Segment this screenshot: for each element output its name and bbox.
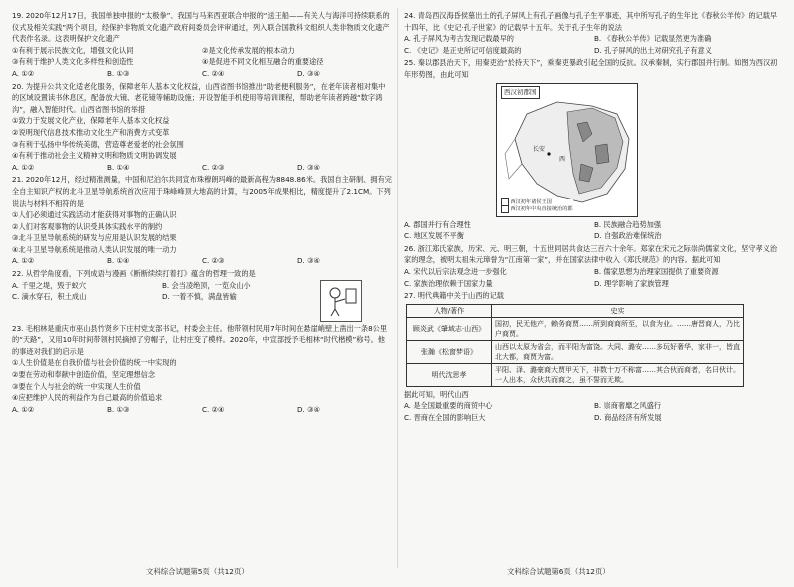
choice-a: A. 郡国并行有合理性: [404, 219, 471, 229]
choice-a: A. 宋代以后宗法观念进一步强化: [404, 266, 507, 276]
table-row: [407, 363, 744, 386]
statement: ③北斗卫星导航系统的研发与应用是认识发展的结果: [12, 233, 177, 243]
map-label-changan: 长安: [533, 145, 546, 153]
statement: ①人生价值是在自我价值与社会价值的统一中实现的: [12, 358, 177, 368]
choice-d: D. ③④: [297, 162, 320, 172]
question-23: [12, 323, 392, 416]
statement: ③要在个人与社会的统一中实现人生价值: [12, 381, 141, 391]
choice-list: [12, 255, 392, 267]
choice-a: A. ①②: [12, 404, 35, 414]
question-prompt: 据此可知，明代山西: [404, 389, 469, 399]
choice-a: A. 千里之堤，毁于蚁穴: [12, 280, 87, 290]
choice-b: B. 《春秋公羊传》记载显然更为准确: [594, 34, 712, 44]
statement: ④应把维护人民的利益作为自己最高的价值追求: [12, 393, 163, 403]
statement: ②是文化传承发展的根本动力: [202, 45, 295, 55]
question-22: [12, 268, 392, 322]
legend-item-commanderies: [501, 206, 573, 213]
choice-list: [12, 280, 312, 303]
choice-a: A. ①②: [12, 162, 35, 172]
choice-c: C. 家族治理依赖于国家力量: [404, 278, 493, 288]
choice-grid: [12, 280, 312, 303]
choice-list: [404, 400, 784, 423]
table-row: [407, 317, 744, 340]
statement: ③有利于弘扬中华传统美德，营造尊老爱老的社会氛围: [12, 139, 184, 149]
map-drawing: [497, 84, 637, 216]
legend-label: 西汉初年诸侯王国: [510, 198, 552, 205]
cartoon-drawing: [321, 281, 361, 321]
choice-d: D. ③④: [297, 68, 320, 78]
question-22-body: [12, 280, 392, 322]
question-21: [12, 174, 392, 267]
choice-a: A. 孔子屏风为考古发现记载最早的: [404, 34, 514, 44]
map-title: 西汉初郡国: [501, 86, 540, 100]
table-cell: 张瀚《松窗梦语》: [407, 340, 492, 363]
table-cell: 山西以太原为省会，而平阳为富饶。大同、潞安……多玩好奢华，家非一，皆直北大都，商贾为富。: [492, 340, 744, 363]
statement: ④北斗卫星导航系统是推动人类认识发展的唯一动力: [12, 244, 177, 254]
choice-c: C. 滴水穿石，积土成山: [12, 292, 87, 302]
table-cell: 平阳、泽、潞豪商大贾甲天下，非数十万不称富……其合伙而商者，名曰伙计。一人出本，众伙共而商之，虽不誓而无欺。: [492, 363, 744, 386]
choice-d: D. ③④: [297, 404, 320, 414]
question-stem: 21. 2020年12月，经过精准测量，中国和尼泊尔共同宣布珠穆朗玛峰的最新高程为8848.86米。我国自主研制、拥有完全自主知识产权的北斗卫星导航系统首次应用于珠峰峰顶大地高的计算，与2005年成果相比，精度提升了2.1CM。下列说法与材料不相符的是: [12, 175, 392, 208]
choice-d: D. 一着不慎，满盘皆输: [162, 292, 237, 302]
choice-list: [12, 404, 392, 416]
question-stem: 20. 为提升公共文化适老化服务，保障老年人基本文化权益，山西省图书馆推出“助老便利服务”，在老年读者相对集中的区域设置读书休息区，配备放大镜、老花镜等辅助设施；开设智能手机使用等培训课程，帮助老年读者跨越“数字鸿沟”，融入智能时代。山西省图书馆的举措: [12, 81, 386, 114]
choice-b: B. 会当凌绝顶，一览众山小: [162, 280, 251, 290]
table-cell: 国初，民无他产，赖务商贾……所到商商所至，以食为业。……唐晋商人，乃比户商贾。: [492, 317, 744, 340]
table-cell: 明代沈思孝: [407, 363, 492, 386]
choice-d: D. 孔子屏风的出土对研究孔子有意义: [594, 45, 712, 55]
question-stem: 19. 2020年12月17日，我国单独申报的“太极拳”、我国与马来西亚联合申报的“送王船——有关人与海洋可持续联系的仪式及相关实践”两个项目，经保护非物质文化遗产政府间委员会评审通过，列入联合国教科文组织人类非物质文化遗产代表作名录。这表明保护文化遗产: [12, 11, 390, 44]
choice-b: B. 崇商奢靡之风盛行: [594, 401, 662, 411]
records-table: [406, 304, 744, 387]
statement: ①有利于展示民族文化，增强文化认同: [12, 45, 134, 55]
page-footer-left: 文科综合试题第5页（共12页）: [146, 567, 249, 576]
page-footer-right: 文科综合试题第6页（共12页）: [507, 567, 610, 576]
statement: ②人们对客观事物的认识受具体实践水平的制约: [12, 221, 163, 231]
right-page: [404, 10, 784, 425]
question-stem: 23. 毛相林是重庆市巫山县竹贤乡下庄村党支部书记，村委会主任。他带领村民用7年时间在悬崖峭壁上凿出一条8公里的“天路”，又用10年时间带领村民摘掉了穷帽子，让村庄变了模样。2020年，中宣部授予毛相林“时代楷模”称号。他的事迹对我们的启示是: [12, 323, 388, 356]
choice-b: B. ①③: [107, 404, 130, 414]
statement: ①致力于发展文化产业，保障老年人基本文化权益: [12, 116, 170, 126]
table-cell: 顾炎武《肇域志·山西》: [407, 317, 492, 340]
choice-c: C. ②④: [202, 404, 225, 414]
statement: ②要在劳动和奉献中创造价值，坚定理想信念: [12, 370, 156, 380]
choice-list: [404, 219, 784, 242]
choice-d: D. 理学影响了家族管理: [594, 278, 669, 288]
choice-list: [404, 266, 784, 289]
map-label-west: 西: [559, 155, 566, 163]
statement: ②说明现代信息技术推动文化生产和消费方式变革: [12, 127, 170, 137]
table-header: 史实: [492, 304, 744, 317]
table-row: [407, 340, 744, 363]
question-stem: 26. 浙江郑氏家族，历宋、元、明三朝，十五世同居共食达三百六十余年。郑家在宋元之际崇尚儒家文化，坚守孝义治家的理念，被明太祖朱元璋誉为“江南第一家”，并在国家法律中收入《郑氏规范》的内容。据此可知: [404, 243, 778, 265]
question-stem: 25. 秦以郡县治天下，用秦吏治“於持天下”，乘秦吏暴政引起全国的反抗。汉承秦制，实行郡国并行制。如图为西汉初年形势图，由此可知: [404, 58, 778, 79]
choice-a: A. ①②: [12, 256, 35, 266]
question-stem: 22. 从哲学角度看，下列成语与漫画《断断续续打着打》蕴含的哲理一致的是: [12, 269, 256, 279]
legend-item-kingdoms: [501, 199, 573, 206]
choice-b: B. 民族融合趋势加强: [594, 219, 662, 229]
choice-a: A. ①②: [12, 68, 35, 78]
statement: ①人们必须通过实践活动才能获得对事物的正确认识: [12, 210, 177, 220]
choice-list: [12, 162, 392, 174]
western-han-map: [496, 83, 638, 217]
statement-list: [12, 45, 392, 68]
choice-list: [404, 33, 784, 56]
legend-label: 西汉初年中央直接统治的郡: [510, 205, 573, 212]
choice-b: B. ①④: [107, 162, 130, 172]
question-stem: 27. 明代典籍中关于山西的记载: [404, 291, 504, 301]
choice-c: C. 晋商在全国的影响巨大: [404, 412, 486, 422]
map-legend: [501, 199, 573, 213]
choice-c: C. ②③: [202, 162, 225, 172]
choice-b: B. 儒家思想为治理家国提供了重要资源: [594, 266, 719, 276]
statement: ④是促进不同文化相互融合的重要途径: [202, 57, 324, 67]
choice-d: D. ③④: [297, 256, 320, 266]
choice-c: C. ②③: [202, 256, 225, 266]
choice-c: C. ②④: [202, 68, 225, 78]
question-26: [404, 243, 784, 289]
cartoon-illustration: [320, 280, 362, 322]
choice-list: [12, 68, 392, 80]
question-25: [404, 57, 784, 241]
question-20: [12, 81, 392, 174]
question-27: [404, 290, 784, 423]
page-divider: [397, 8, 398, 568]
question-stem: 24. 青岛西汉海昏侯墓出土的孔子屏风上有孔子画像与孔子生平事迹，其中所写孔子的生年比《春秋公羊传》的记载早十四年，比《史记·孔子世家》的记载早十五年。关于孔子生年的说法: [404, 11, 778, 32]
statement: ③有利于维护人类文化多样性和创造性: [12, 57, 134, 67]
choice-c: C. 《史记》是正史所记可信度最高的: [404, 45, 522, 55]
choice-b: B. ①③: [107, 68, 130, 78]
choice-d: D. 自强政治难保统治: [594, 231, 662, 241]
statement: ④有利于推动社会主义精神文明和物质文明协调发展: [12, 151, 177, 161]
choice-b: B. ①④: [107, 256, 130, 266]
choice-a: A. 是全国最重要的商贸中心: [404, 401, 493, 411]
left-page: [12, 10, 392, 416]
table-header: 人物/著作: [407, 304, 492, 317]
table-header-row: [407, 304, 744, 317]
question-19: [12, 10, 392, 80]
choice-d: D. 商品经济有所发展: [594, 412, 662, 422]
question-24: [404, 10, 784, 56]
choice-c: C. 地区发展不平衡: [404, 231, 464, 241]
legend-swatch: [501, 205, 509, 213]
